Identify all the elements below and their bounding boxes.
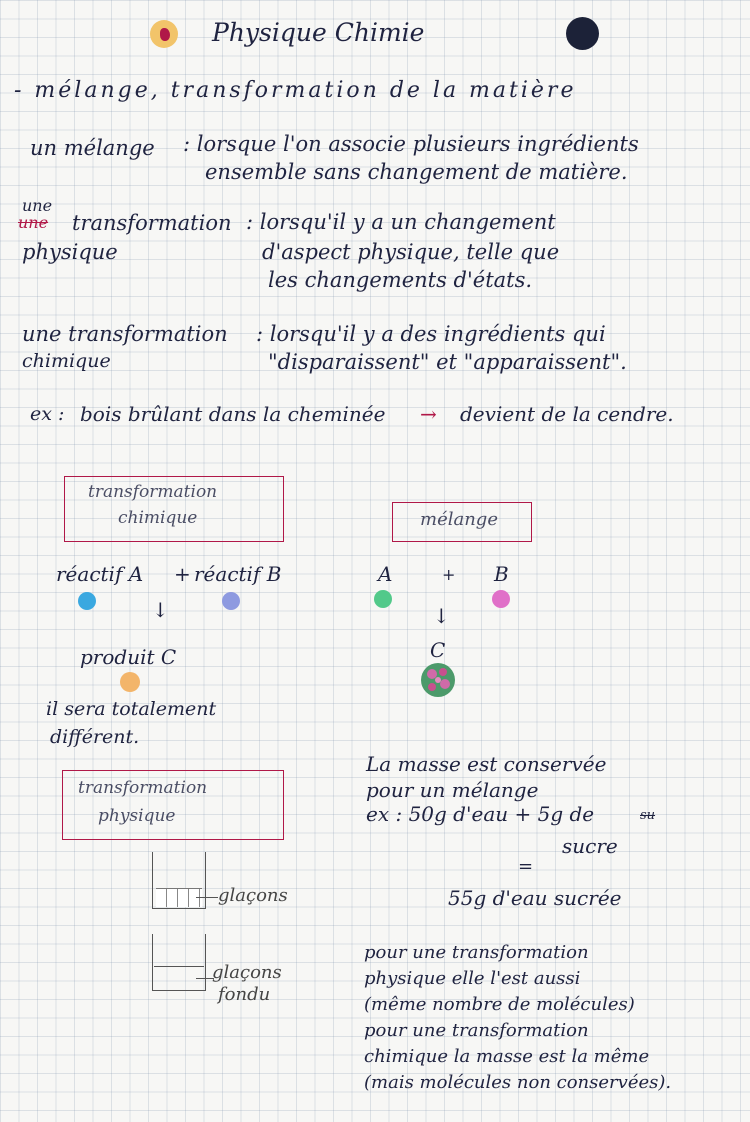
mass-chim-1: pour une transformation: [364, 1020, 589, 1041]
def-chim-text-2: "disparaissent" et "apparaissent".: [268, 350, 627, 374]
def-melange-text-2: ensemble sans changement de matière.: [205, 160, 628, 184]
reactif-b-dot: [222, 592, 240, 610]
mass-line-5: 55g d'eau sucrée: [448, 886, 622, 910]
mix-a-dot: [374, 590, 392, 608]
mass-chim-2: chimique la masse est la même: [364, 1046, 650, 1067]
mass-line-4: sucre: [562, 834, 618, 858]
mix-arrow: ↓: [433, 604, 450, 628]
mix-c-dot: [420, 662, 456, 698]
phys-box-title-2: physique: [98, 806, 176, 826]
def-phys-struck: une: [18, 213, 49, 232]
reactif-a-label: réactif A: [56, 562, 144, 586]
chem-note-1: il sera totalement: [46, 698, 217, 720]
glacons-fondu-label-1: glaçons: [212, 962, 282, 983]
mass-chim-3: (mais molécules non conservées).: [364, 1072, 672, 1093]
reactif-b-label: réactif B: [194, 562, 282, 586]
def-phys-term-2: physique: [22, 240, 118, 264]
glass-1-pointer: [196, 897, 218, 898]
chem-box-title-1: transformation: [88, 482, 218, 502]
mass-phys-3: (même nombre de molécules): [364, 994, 635, 1015]
def-phys-text-3: les changements d'états.: [268, 268, 533, 292]
reactif-a-dot: [78, 592, 96, 610]
page-title: Physique Chimie: [212, 18, 425, 47]
produit-c-label: produit C: [80, 645, 177, 669]
example-arrow: →: [420, 402, 437, 426]
def-melange-term: un mélange: [30, 136, 155, 160]
mix-a-label: A: [378, 562, 393, 586]
mass-line-3: ex : 50g d'eau + 5g de: [366, 802, 595, 826]
phys-box-title-1: transformation: [78, 778, 208, 798]
glacons-label: glaçons: [218, 885, 288, 906]
glass-2: [152, 934, 206, 991]
def-chim-term-1: une transformation: [22, 322, 228, 346]
left-decor-dot-inner: [160, 28, 170, 41]
mix-b-dot: [492, 590, 510, 608]
chem-plus: +: [174, 562, 191, 586]
produit-c-dot: [120, 672, 140, 692]
mass-line-3-struck: su: [640, 808, 656, 823]
example-prefix: ex :: [30, 403, 65, 425]
mass-equals: =: [518, 856, 534, 877]
def-phys-text-2: d'aspect physique, telle que: [262, 240, 560, 264]
mix-box-title: mélange: [420, 509, 498, 530]
example-text-1: bois brûlant dans la cheminée: [80, 402, 386, 426]
glacons-fondu-label-2: fondu: [218, 984, 271, 1005]
example-text-2: devient de la cendre.: [460, 402, 674, 426]
def-phys-correction: une: [22, 196, 53, 215]
def-chim-text-1: : lorsqu'il y a des ingrédients qui: [256, 322, 606, 346]
page-subtitle: - mélange, transformation de la matière: [14, 78, 577, 103]
mass-line-1: La masse est conservée: [366, 752, 607, 776]
right-decor-dot: [566, 17, 599, 50]
mix-c-label: C: [430, 638, 446, 662]
chem-arrow: ↓: [152, 598, 169, 622]
mass-phys-2: physique elle l'est aussi: [364, 968, 581, 989]
mix-b-label: B: [494, 562, 509, 586]
mix-plus: +: [442, 565, 456, 584]
mass-line-2: pour un mélange: [366, 778, 539, 802]
def-phys-term-1: transformation: [72, 211, 232, 235]
chem-note-2: différent.: [50, 726, 140, 748]
melted-water-line: [154, 966, 204, 967]
def-chim-term-2: chimique: [22, 350, 111, 372]
def-phys-text-1: : lorsqu'il y a un changement: [246, 210, 556, 234]
chem-box-title-2: chimique: [118, 508, 198, 528]
def-melange-text-1: : lorsque l'on associe plusieurs ingrédients: [183, 132, 639, 156]
mass-phys-1: pour une transformation: [364, 942, 589, 963]
